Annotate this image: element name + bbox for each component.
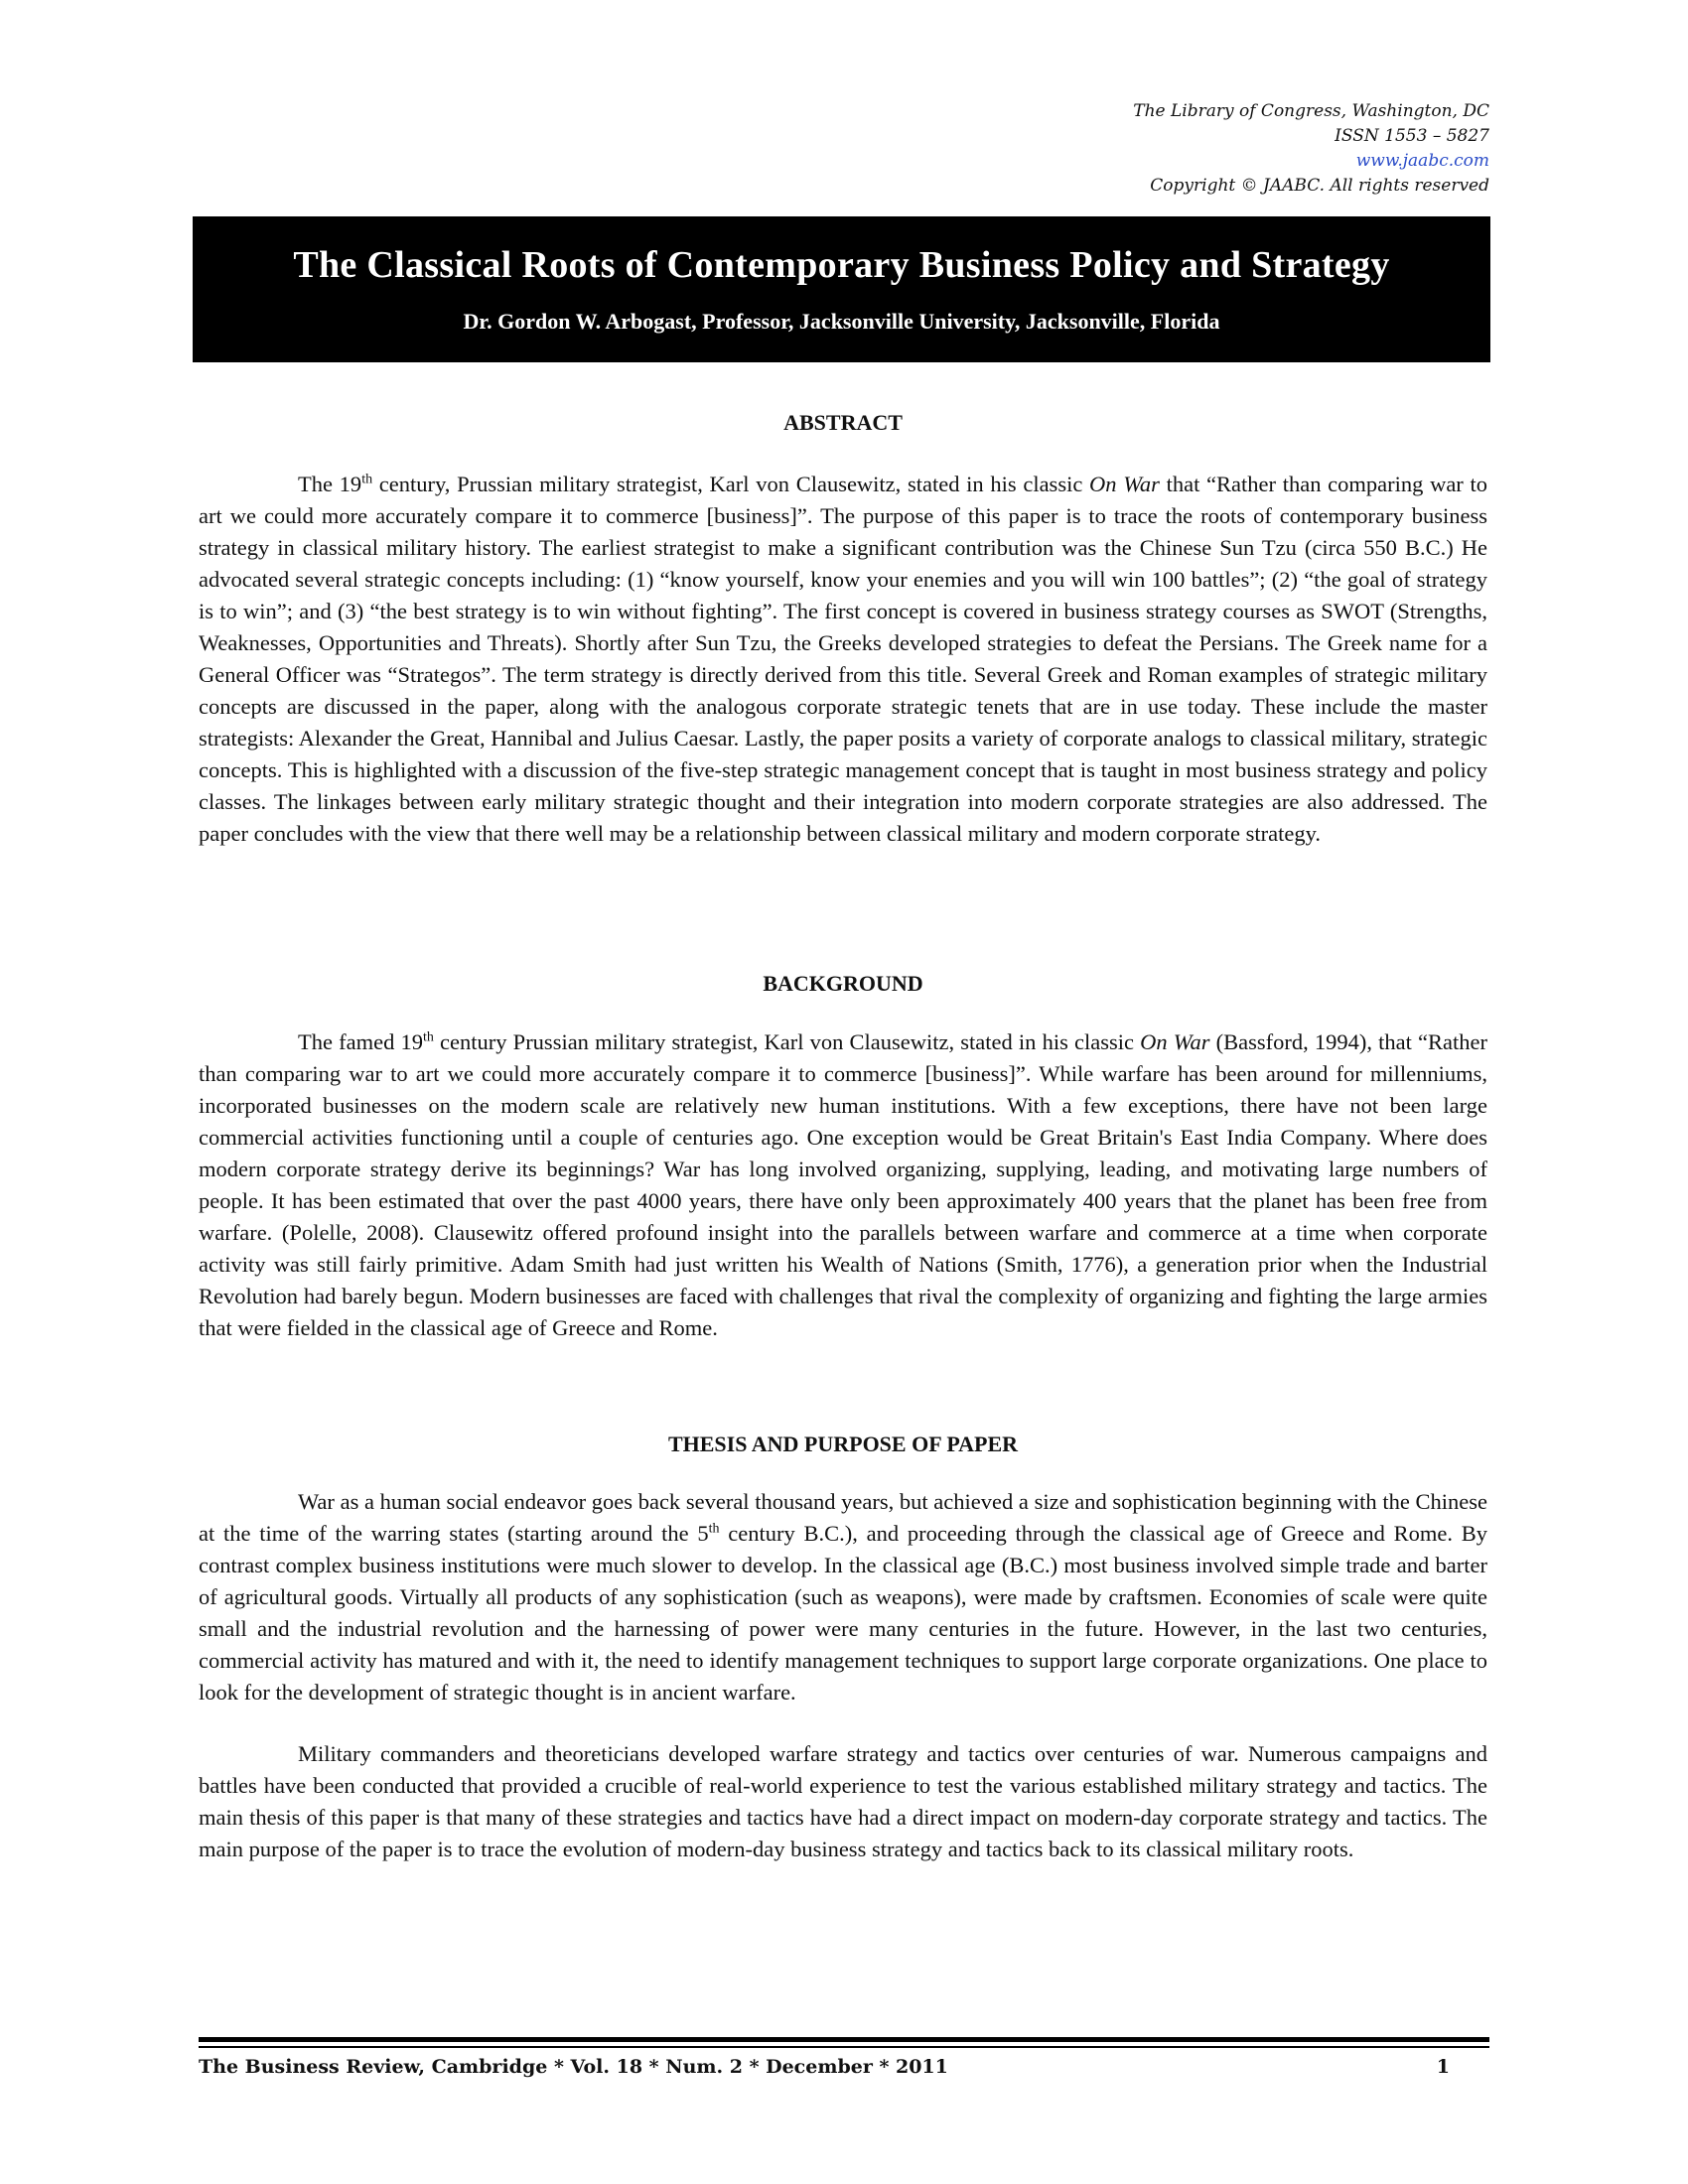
text-run: (Bassford, 1994), that “Rather than comparing war to art we could more accurately compare it to commerce [business]”. While warfare has been around for millenniums, incorporated businesses on the modern scale are relatively new human institutions. With a few exceptions, there have not been large commercial activities functioning until a couple of centuries ago. One exception would be Great Britain's East India Company. Where does modern corporate strategy derive its beginnings? War has long involved organizing, supplying, leading, and motivating large numbers of people. It has been estimated that over the past 4000 years, there have only been approximately 400 years that the planet has been free from warfare. (Polelle, 2008). Clausewitz offered profound insight into the parallels between warfare and commerce at a time when corporate activity was still fairly primitive. Adam Smith had just written his Wealth of Nations (Smith, 1776), a generation prior when the Industrial Revolution had barely begun. Modern businesses are faced with challenges that rival the complexity of organizing and fighting the large armies that were fielded in the classical age of Greece and Rome. [199,1029,1487,1340]
text-run: century B.C.), and proceeding through the classical age of Greece and Rome. By contrast complex business institutions were much slower to develop. In the classical age (B.C.) most business involved simple trade and barter of agricultural goods. Virtually all products of any sophistication (such as weapons), were made by craftsmen. Economies of scale were quite small and the industrial revolution and the harnessing of power were many centuries in the future. However, in the last two centuries, commercial activity has matured and with it, the need to identify management techniques to support large corporate organizations. One place to look for the development of strategic thought is in ancient warfare. [199,1521,1487,1705]
text-run: century, Prussian military strategist, Karl von Clausewitz, stated in his classic [372,472,1090,496]
journal-citation: The Business Review, Cambridge * Vol. 18 * Num. 2 * December * 2011 [199,2056,948,2078]
footer-rule-thick [199,2037,1489,2042]
thesis-paragraph-2: Military commanders and theoreticians developed warfare strategy and tactics over centuries of war. Numerous campaigns and battles have been conducted that provided a crucible of real-world experience to test the various established military strategy and tactics. The main thesis of this paper is that many of these strategies and tactics have had a direct impact on modern-day corporate strategy and tactics. The main purpose of the paper is to trace the evolution of modern-day business strategy and tactics back to its classical military roots. [199,1741,1487,1861]
abstract-paragraph [199,469,1487,850]
text-run: The famed 19 [298,1029,424,1054]
thesis-body [199,1486,1487,1865]
library-line: The Library of Congress, Washington, DC [1133,101,1489,121]
paper-title: The Classical Roots of Contemporary Business Policy and Strategy [293,244,1390,286]
website-link[interactable]: www.jaabc.com [1355,151,1489,171]
issn-line: ISSN 1553 – 5827 [1335,126,1489,146]
author-line: Dr. Gordon W. Arbogast, Professor, Jacksonville University, Jacksonville, Florida [463,309,1220,334]
abstract-heading: ABSTRACT [783,410,903,435]
thesis-paragraph-1 [199,1486,1487,1708]
thesis-heading: THESIS AND PURPOSE OF PAPER [667,1432,1019,1456]
masthead [1133,99,1489,199]
copyright-line: Copyright © JAABC. All rights reserved [1150,176,1489,196]
page-footer [199,2052,1489,2082]
book-title-italic: On War [1089,472,1160,496]
page-number: 1 [1436,2056,1450,2078]
text-run: that “Rather than comparing war to art we could more accurately compare it to commerce [business]”. The purpose of this paper is to trace the roots of contemporary business strategy in classical military history. The earliest strategist to make a significant contribution was the Chinese Sun Tzu (circa 550 B.C.) He advocated several strategic concepts including: (1) “know yourself, know your enemies and you will win 100 battles”; (2) “the goal of strategy is to win”; and (3) “the best strategy is to win without fighting”. The first concept is covered in business strategy courses as SWOT (Strengths, Weaknesses, Opportunities and Threats). Shortly after Sun Tzu, the Greeks developed strategies to defeat the Persians. The Greek name for a General Officer was “Strategos”. The term strategy is directly derived from this title. Several Greek and Roman examples of strategic military concepts are discussed in the paper, along with the analogous corporate strategic tenets that are in use today. These include the master strategists: Alexander the Great, Hannibal and Julius Caesar. Lastly, the paper posits a variety of corporate analogs to classical military, strategic concepts. This is highlighted with a discussion of the five-step strategic management concept that is taught in most business strategy and policy classes. The linkages between early military strategic thought and their integration into modern corporate strategies are also addressed. The paper concludes with the view that there well may be a relationship between classical military and modern corporate strategy. [199,472,1487,846]
title-band [193,216,1490,362]
book-title-italic: On War [1140,1029,1210,1054]
background-heading: BACKGROUND [763,971,923,996]
footer-rule-thin [199,2046,1489,2048]
text-run: century Prussian military strategist, Karl von Clausewitz, stated in his classic [433,1029,1141,1054]
abstract-body [199,469,1487,850]
superscript: th [361,472,373,487]
text-run: War as a human social endeavor goes back several thousand years, but achieved a size and sophistication beginning with the Chinese at the time of the warring states (starting around the 5 [199,1489,1487,1546]
background-body [199,1026,1487,1344]
background-paragraph [199,1026,1487,1344]
superscript: th [708,1521,720,1537]
superscript: th [423,1029,434,1045]
text-run: The 19 [298,472,362,496]
